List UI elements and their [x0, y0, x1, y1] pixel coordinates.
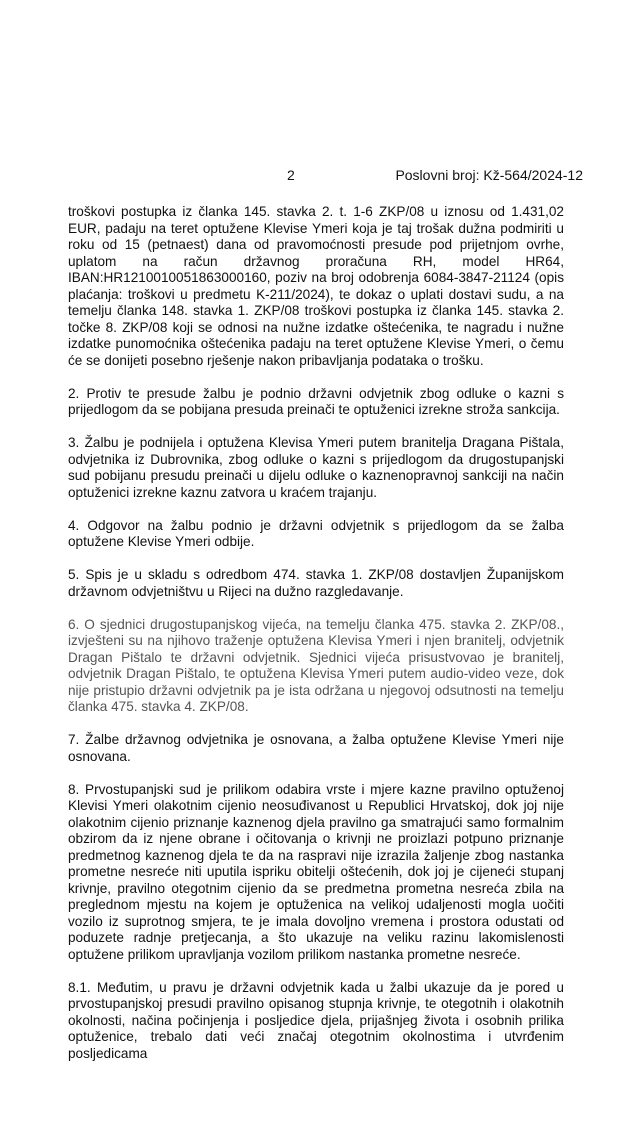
case-number: Poslovni broj: Kž-564/2024-12 [395, 167, 583, 183]
page-number: 2 [287, 167, 295, 183]
paragraph-7: 7. Žalbe državnog odvjetnika je osnovana, a žalba optužene Klevise Ymeri nije osnovana. [68, 732, 564, 764]
paragraph-6: 6. O sjednici drugostupanjskog vijeća, na temelju članka 475. stavka 2. ZKP/08., izvješteni su na njihovo traženje optužena Klevisa Ymeri i njen branitelj, odvjetnik Dragan Pištalo te državni odvjetnik. Sjednici vijeća prisustvovao je branitelj, odvjetnik Dragan Pištalo, te optužena Klevisa Ymeri putem audio-video veze, dok nije pristupio državni odvjetnik pa je ista održana u njegovoj odsutnosti na temelju članka 475. stavka 4. ZKP/08. [68, 616, 564, 714]
paragraph-2: 2. Protiv te presude žalbu je podnio državni odvjetnik zbog odluke o kazni s prijedlogom da se pobijana presuda preinači te optuženici izrekne stroža sankcija. [68, 385, 564, 417]
paragraph-8: 8. Prvostupanjski sud je prilikom odabira vrste i mjere kazne pravilno optuženoj Klevisi Ymeri olakotnim cijenio neosuđivanost u Republici Hrvatskoj, dok joj nije olakotnim cijenio priznanje kaznenog djela pravilno ga smatrajući samo formalnim obzirom da iz njene obrane i očitovanja o krivnji ne proizlazi potpuno priznanje predmetnog kaznenog djela te da na raspravi nije izrazila žaljenje zbog nastanka prometne nesreće niti uputila ispriku obitelji oštećenih, dok joj je cijeneći stupanj krivnje, pravilno otegotnim cijenio da se predmetna prometna nesreća zbila na preglednom mjestu na kojem je optuženica na velikoj udaljenosti mogla uočiti vozilo iz suprotnog smjera, te je imala dovoljno vremena i prostora odustati od poduzete radnje pretjecanja, a što ukazuje na veliku razinu lakomislenosti optužene prilikom upravljanja vozilom prilikom nastanka prometne nesreće. [68, 781, 564, 962]
paragraph-4: 4. Odgovor na žalbu podnio je državni odvjetnik s prijedlogom da se žalba optužene Klevise Ymeri odbije. [68, 517, 564, 549]
paragraph-costs: troškovi postupka iz članka 145. stavka 2. t. 1-6 ZKP/08 u iznosu od 1.431,02 EUR, padaju na teret optužene Klevise Ymeri koja je taj trošak dužna podmiriti u roku od 15 (petnaest) dana od pravomoćnosti presude pod prijetnjom ovrhe, uplatom na račun državnog proračuna RH, model HR64, IBAN:HR1210010051863000160, poziv na broj odobrenja 6084-3847-21124 (opis plaćanja: troškovi u predmetu K-211/2024), te dokaz o uplati dostavi sudu, a na temelju članka 148. stavka 1. ZKP/08 troškovi postupka iz članka 145. stavka 2. točke 8. ZKP/08 koji se odnosi na nužne izdatke oštećenika, te nagradu i nužne izdatke punomoćnika oštećenika padaju na teret optužene Klevise Ymeri, o čemu će se donijeti posebno rješenje nakon pribavljanja podataka o trošku. [68, 204, 564, 368]
document-body [68, 204, 564, 1079]
paragraph-8-1: 8.1. Međutim, u pravu je državni odvjetnik kada u žalbi ukazuje da je pored u prvostupanjskoj presudi pravilno opisanog stupnja krivnje, te otegotnih i olakotnih okolnosti, načina počinjenja i posljedice djela, prijašnjeg života i osobnih prilika optuženice, trebalo dati veći značaj otegotnim okolnostima i utvrđenim posljedicama [68, 979, 564, 1061]
paragraph-3: 3. Žalbu je podnijela i optužena Klevisa Ymeri putem branitelja Dragana Pištala, odvjetnika iz Dubrovnika, zbog odluke o kazni s prijedlogom da drugostupanjski sud pobijanu presudu preinači u dijelu odluke o kaznenopravnoj sankciji na način optuženici izrekne kaznu zatvora u kraćem trajanju. [68, 435, 564, 500]
paragraph-5: 5. Spis je u skladu s odredbom 474. stavka 1. ZKP/08 dostavljen Županijskom državnom odvjetništvu u Rijeci na dužno razgledavanje. [68, 567, 564, 599]
page-header [0, 167, 640, 187]
